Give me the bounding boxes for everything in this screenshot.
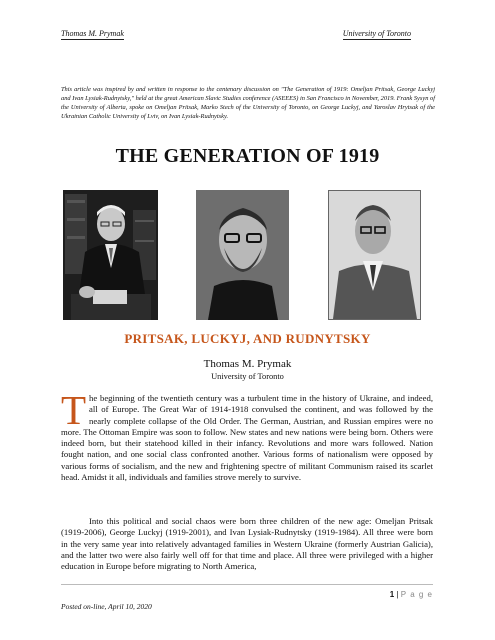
paragraph-2-text: Into this political and social chaos were born three children of the new age: Omeljan Pritsak (1919-2006), George Luckyj (1919-2001), and Ivan Lysiak-Rudnytsky (1919-1984). All three were born in the very same year into relatively advantaged families in Western Ukraine (formerly Austrian Galicia), and the latter two were also fairly well off for that time and place. All three were privileged with a higher education in Europe before migrating to North America, <box>61 516 433 572</box>
article-title: THE GENERATION OF 1919 <box>115 145 380 167</box>
page-number-separator: | <box>396 590 399 599</box>
posted-date: Posted on-line, April 10, 2020 <box>61 602 152 611</box>
intro-note: This article was inspired by and written in response to the centenary discussion on "The Generation of 1919: Omeljan Pritsak, George Luckyj and Ivan Lysiak-Rudnytsky," held at the great American Slavic Studies conference (ASEEES) in San Francisco in November, 2019. Frank Sysyn of the University of Alberta, spoke on Omeljan Pritsak, Marko Stech of the University of Toronto, on George Luckyj, and Yaroslav Hrytsak of the Ukrainian Catholic University of Lviv, on Ivan Lysiak-Rudnytsky. <box>61 86 435 121</box>
author-affiliation: University of Toronto <box>211 372 284 381</box>
portrait-photo-rudnytsky <box>328 190 421 320</box>
portrait-photo-luckyj <box>196 190 289 320</box>
drop-cap: T <box>61 387 87 433</box>
portrait-photo-pritsak <box>63 190 158 320</box>
paragraph-2 <box>61 516 433 572</box>
running-header <box>61 29 411 40</box>
header-affiliation: University of Toronto <box>342 29 411 38</box>
paragraph-1 <box>61 387 433 483</box>
page-number-value: 1 <box>389 590 395 599</box>
header-author: Thomas M. Prymak <box>61 29 124 38</box>
page-label: P a g e <box>400 590 433 599</box>
article-subtitle: PRITSAK, LUCKYJ, AND RUDNYTSKY <box>124 331 371 346</box>
page-number <box>390 590 433 599</box>
paragraph-1-text: he beginning of the twentieth century was a turbulent time in the history of Ukraine, and indeed, all of Europe. The Great War of 1914-1918 convulsed the continent, and was followed by the nearly complete collapse of the Old Order. The German, Austrian, and Russian empires were no more. The Ottoman Empire was soon to follow. New states and new nations were being born. Others were indeed born, but their statehood killed in their infancy. Revolutions and more wars followed. Nation fought nation, and one social class confronted another. Various forms of nationalism were opposed by various forms of socialism, and the new and frightening spectre of militant Communism raised its scarlet head. Amidst it all, individuals and families strove merely to survive. <box>61 393 433 483</box>
article-author: Thomas M. Prymak <box>203 358 292 370</box>
footer-divider <box>61 584 433 585</box>
